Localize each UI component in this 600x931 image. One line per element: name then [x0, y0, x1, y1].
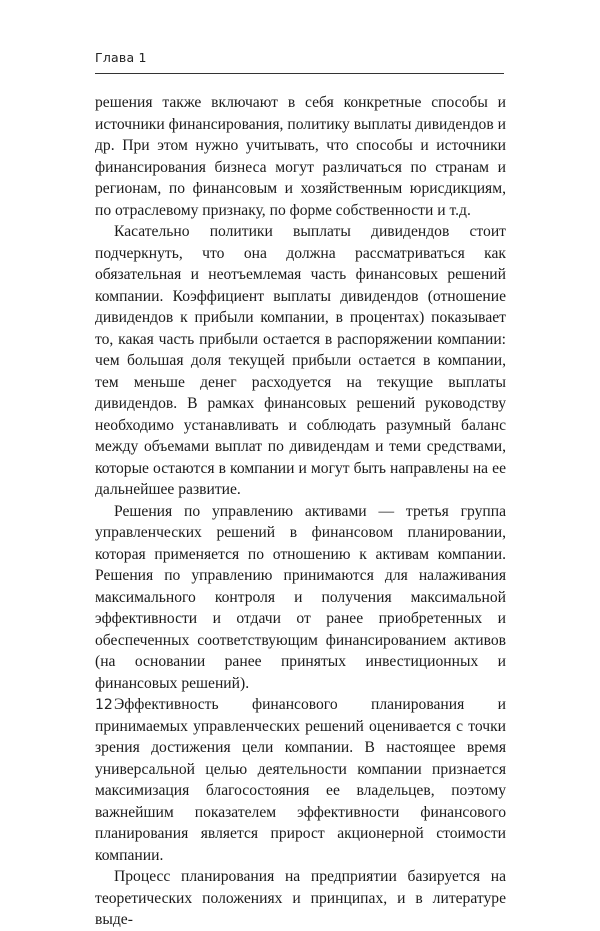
paragraph-2: Касательно политики выплаты дивидендов стоит подчеркнуть, что она должна рассматриваться как обязательная и неотъемлемая часть финансовых решений компании. Коэффициент выплаты дивидендов (отношение дивидендов к прибыли компании, в процентах) показывает то, какая часть прибыли остается в распоряжении компании: чем большая доля текущей прибыли остается в компании, тем меньше денег расходуется на текущие выплаты дивидендов. В рамках финансовых решений руководству необходимо устанавливать и соблюдать разумный баланс между объемами выплат по дивидендам и теми средствами, которые остаются в компании и могут быть направлены на ее дальнейшее развитие. — [95, 223, 506, 498]
header-divider — [95, 73, 504, 74]
body-text — [95, 92, 506, 931]
paragraph-3: Решения по управлению активами — третья группа управленческих решений в финансовом планировании, которая применяется по отношению к активам компании. Решения по управлению принимаются для налаживания максимального контроля и получения максимальной эффективности и отдачи от ранее приобретенных и обеспеченных соответствующим финансированием активов (на основании ранее принятых инвестиционных и финансовых решений). — [95, 502, 506, 692]
running-header-chapter: Глава 1 — [95, 50, 147, 65]
page-number: 12 — [95, 697, 113, 713]
paragraph-5: Процесс планирования на предприятии базируется на теоретических положениях и принципах, и в литературе выде- — [95, 868, 506, 928]
paragraph-4: Эффективность финансового планирования и принимаемых управленческих решений оценивается с точки зрения достижения цели компании. В настоящее время универсальной целью деятельности компании признается максимизация благосостояния ее владельцев, поэтому важнейшим показателем эффективности финансового планирования является прирост акционерной стоимости компании. — [95, 696, 506, 864]
paragraph-1: решения также включают в себя конкретные способы и источники финансирования, политику выплаты дивидендов и др. При этом нужно учитывать, что способы и источники финансирования бизнеса могут различаться по странам и регионам, по финансовым и хозяйственным юрисдикциям, по отраслевому признаку, по форме собственности и т.д. — [95, 94, 506, 219]
